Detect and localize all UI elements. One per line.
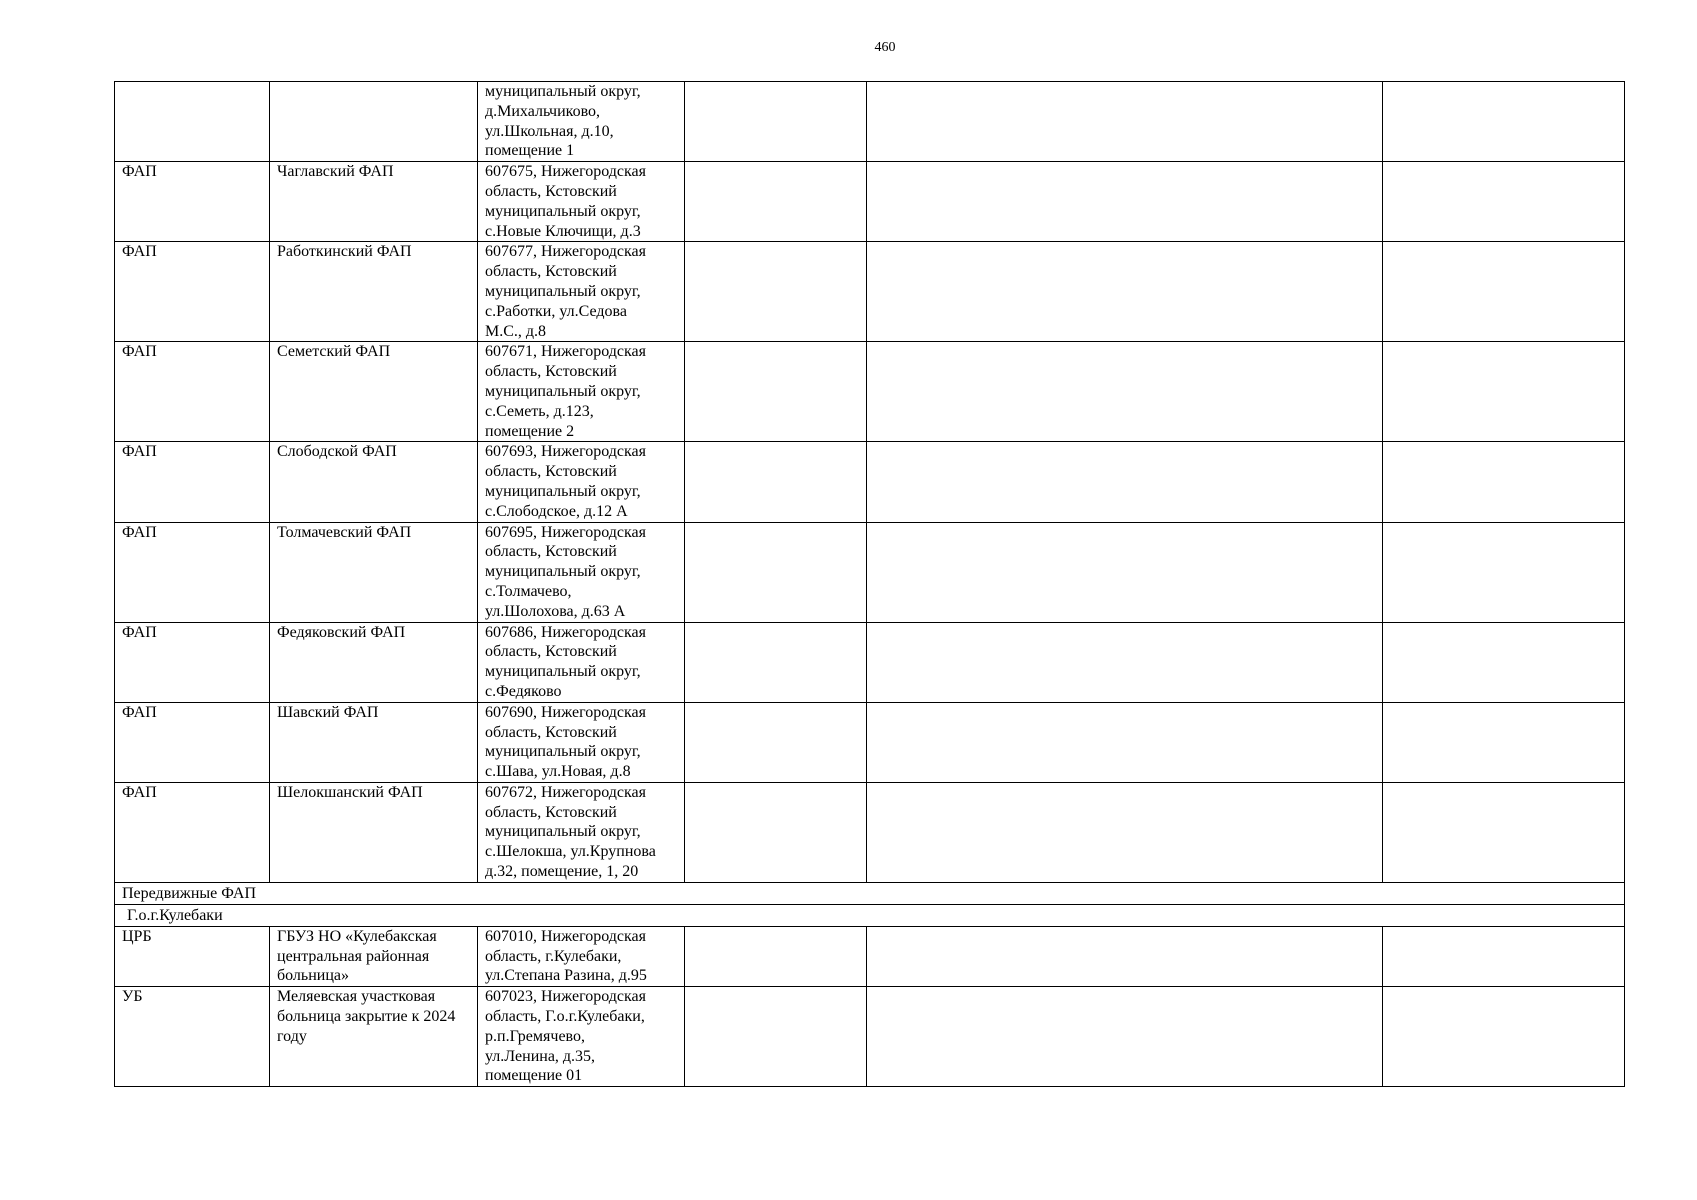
empty-cell-5 bbox=[867, 987, 1383, 1087]
empty-cell-5 bbox=[867, 82, 1383, 162]
facility-type-cell: ФАП bbox=[115, 442, 270, 522]
facility-address-cell: 607675, Нижегородская область, Кстовский муниципальный округ, с.Новые Ключищи, д.3 bbox=[478, 162, 685, 242]
facility-name-cell: Шелокшанский ФАП bbox=[270, 782, 478, 882]
page-number: 460 bbox=[874, 40, 896, 55]
subsection-header-row bbox=[115, 904, 1625, 926]
table-row bbox=[115, 442, 1625, 522]
facilities-table bbox=[114, 81, 1625, 1087]
facility-address-cell: муниципальный округ, д.Михальчиково, ул.Школьная, д.10, помещение 1 bbox=[478, 82, 685, 162]
facility-type-cell: ФАП bbox=[115, 342, 270, 442]
table-row bbox=[115, 342, 1625, 442]
facility-name-cell: ГБУЗ НО «Кулебакская центральная районная больница» bbox=[270, 926, 478, 986]
empty-cell-6 bbox=[1383, 926, 1625, 986]
empty-cell-6 bbox=[1383, 702, 1625, 782]
empty-cell-4 bbox=[685, 622, 867, 702]
facilities-table-body bbox=[115, 82, 1625, 1087]
facility-name-cell bbox=[270, 82, 478, 162]
empty-cell-6 bbox=[1383, 342, 1625, 442]
subsection-header: Г.о.г.Кулебаки bbox=[115, 904, 1625, 926]
empty-cell-4 bbox=[685, 442, 867, 522]
facility-address-cell: 607686, Нижегородская область, Кстовский муниципальный округ, с.Федяково bbox=[478, 622, 685, 702]
empty-cell-6 bbox=[1383, 162, 1625, 242]
facility-type-cell: ФАП bbox=[115, 242, 270, 342]
empty-cell-5 bbox=[867, 342, 1383, 442]
facility-name-cell: Федяковский ФАП bbox=[270, 622, 478, 702]
facility-address-cell: 607023, Нижегородская область, Г.о.г.Кулебаки, р.п.Гремячево, ул.Ленина, д.35, помещение 01 bbox=[478, 987, 685, 1087]
table-row bbox=[115, 782, 1625, 882]
empty-cell-5 bbox=[867, 242, 1383, 342]
empty-cell-4 bbox=[685, 82, 867, 162]
facility-name-cell: Семетский ФАП bbox=[270, 342, 478, 442]
empty-cell-5 bbox=[867, 442, 1383, 522]
section-header-row bbox=[115, 882, 1625, 904]
facility-type-cell: ЦРБ bbox=[115, 926, 270, 986]
empty-cell-4 bbox=[685, 782, 867, 882]
facility-type-cell: ФАП bbox=[115, 522, 270, 622]
facility-type-cell: ФАП bbox=[115, 622, 270, 702]
empty-cell-5 bbox=[867, 926, 1383, 986]
empty-cell-5 bbox=[867, 702, 1383, 782]
facility-name-cell: Шавский ФАП bbox=[270, 702, 478, 782]
empty-cell-4 bbox=[685, 702, 867, 782]
empty-cell-6 bbox=[1383, 242, 1625, 342]
facility-address-cell: 607672, Нижегородская область, Кстовский муниципальный округ, с.Шелокша, ул.Крупнова д.32, помещение, 1, 20 bbox=[478, 782, 685, 882]
section-header: Передвижные ФАП bbox=[115, 882, 1625, 904]
facility-name-cell: Толмачевский ФАП bbox=[270, 522, 478, 622]
facility-name-cell: Меляевская участковая больница закрытие к 2024 году bbox=[270, 987, 478, 1087]
table-row bbox=[115, 162, 1625, 242]
empty-cell-5 bbox=[867, 782, 1383, 882]
facility-type-cell: ФАП bbox=[115, 782, 270, 882]
table-row bbox=[115, 82, 1625, 162]
facility-type-cell: ФАП bbox=[115, 702, 270, 782]
empty-cell-5 bbox=[867, 162, 1383, 242]
empty-cell-4 bbox=[685, 242, 867, 342]
table-row bbox=[115, 622, 1625, 702]
facility-address-cell: 607690, Нижегородская область, Кстовский муниципальный округ, с.Шава, ул.Новая, д.8 bbox=[478, 702, 685, 782]
facility-address-cell: 607693, Нижегородская область, Кстовский муниципальный округ, с.Слободское, д.12 А bbox=[478, 442, 685, 522]
empty-cell-6 bbox=[1383, 987, 1625, 1087]
facility-address-cell: 607695, Нижегородская область, Кстовский муниципальный округ, с.Толмачево, ул.Шолохова, д.63 А bbox=[478, 522, 685, 622]
table-row bbox=[115, 926, 1625, 986]
empty-cell-6 bbox=[1383, 782, 1625, 882]
facility-address-cell: 607677, Нижегородская область, Кстовский муниципальный округ, с.Работки, ул.Седова М.С., д.8 bbox=[478, 242, 685, 342]
facility-type-cell: УБ bbox=[115, 987, 270, 1087]
table-row bbox=[115, 987, 1625, 1087]
empty-cell-6 bbox=[1383, 442, 1625, 522]
empty-cell-5 bbox=[867, 622, 1383, 702]
table-row bbox=[115, 702, 1625, 782]
facility-address-cell: 607010, Нижегородская область, г.Кулебаки, ул.Степана Разина, д.95 bbox=[478, 926, 685, 986]
facility-type-cell bbox=[115, 82, 270, 162]
empty-cell-5 bbox=[867, 522, 1383, 622]
facility-address-cell: 607671, Нижегородская область, Кстовский муниципальный округ, с.Семеть, д.123, помещение 2 bbox=[478, 342, 685, 442]
empty-cell-4 bbox=[685, 987, 867, 1087]
table-row bbox=[115, 242, 1625, 342]
empty-cell-4 bbox=[685, 926, 867, 986]
facility-name-cell: Чаглавский ФАП bbox=[270, 162, 478, 242]
empty-cell-6 bbox=[1383, 82, 1625, 162]
empty-cell-4 bbox=[685, 342, 867, 442]
facility-type-cell: ФАП bbox=[115, 162, 270, 242]
empty-cell-4 bbox=[685, 522, 867, 622]
facility-name-cell: Слободской ФАП bbox=[270, 442, 478, 522]
facility-name-cell: Работкинский ФАП bbox=[270, 242, 478, 342]
empty-cell-6 bbox=[1383, 522, 1625, 622]
table-row bbox=[115, 522, 1625, 622]
empty-cell-4 bbox=[685, 162, 867, 242]
empty-cell-6 bbox=[1383, 622, 1625, 702]
